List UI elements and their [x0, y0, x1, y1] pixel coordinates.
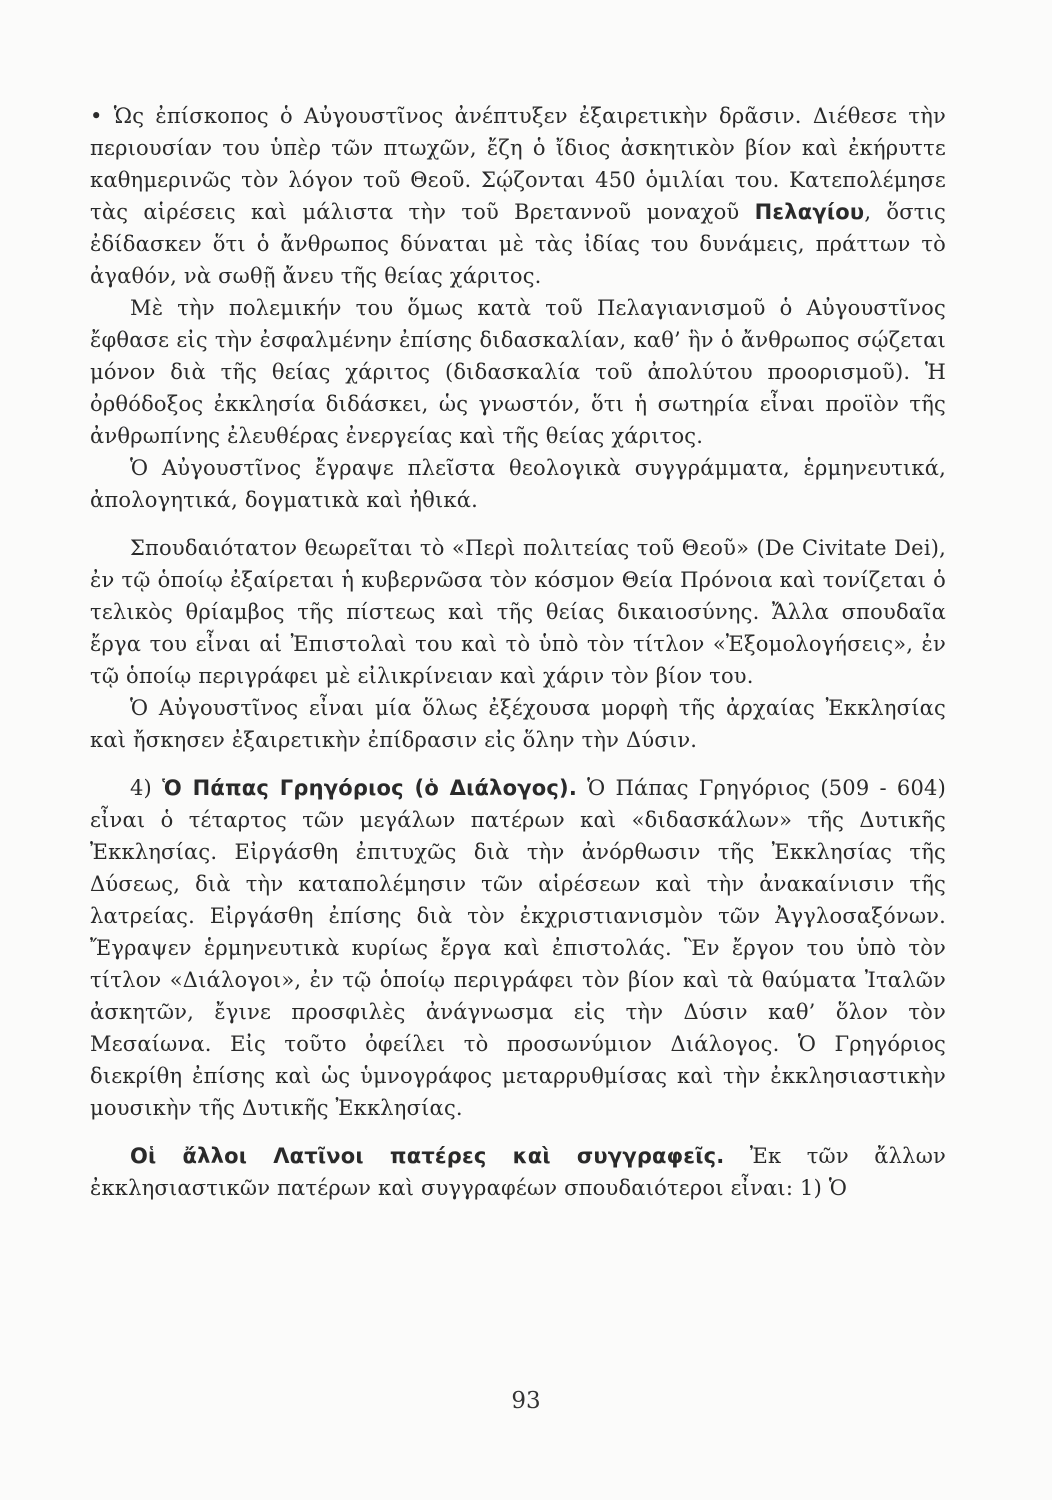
body-text	[90, 100, 946, 1204]
bold-term-pelagius: Πελαγίου	[754, 200, 865, 224]
paragraph-gregory: 4) Ὁ Πάπας Γρηγόριος (ὁ Διάλογος). Ὁ Πάπας Γρηγόριος (509 - 604) εἶναι ὁ τέταρτος τῶν μεγάλων πατέρων καὶ «διδασκάλων» τῆς Δυτικῆς Ἐκκλησίας. Εἰργάσθη ἐπιτυχῶς διὰ τὴν ἀνόρθωσιν τῆς Ἐκκλησίας τῆς Δύσεως, διὰ τὴν καταπολέμησιν τῶν αἱρέσεων καὶ τὴν ἀνακαίνισιν τῆς λατρείας. Εἰργάσθη ἐπίσης διὰ τὸν ἐκχριστιανισμὸν τῶν Ἀγγλοσαξόνων. Ἔγραψεν ἑρμηνευτικὰ κυρίως ἔργα καὶ ἐπιστολάς. Ἓν ἔργον του ὑπὸ τὸν τίτλον «Διάλογοι», ἐν τῷ ὁποίῳ περιγράφει τὸν βίον καὶ τὰ θαύματα Ἰταλῶν ἀσκητῶν, ἔγινε προσφιλὲς ἀνάγνωσμα εἰς τὴν Δύσιν καθ’ ὅλον τὸν Μεσαίωνα. Εἰς τοῦτο ὀφείλει τὸ προσωνύμιον Διάλογος. Ὁ Γρηγόριος διεκρίθη ἐπίσης καὶ ὡς ὑμνογράφος μεταρρυθμίσας καὶ τὴν ἐκκλησιαστικὴν μουσικὴν τῆς Δυτικῆς Ἐκκλησίας.	[90, 776, 946, 1120]
paragraph-writings: Ὁ Αὐγουστῖνος ἔγραψε πλεῖστα θεολογικὰ συγγράμματα, ἑρμηνευτικά, ἀπολογητικά, δογματικὰ καὶ ἠθικά.	[90, 456, 946, 512]
section-heading-other-fathers: Οἱ ἄλλοι Λατῖνοι πατέρες καὶ συγγραφεῖς.	[130, 1144, 725, 1168]
page-number: 93	[511, 1388, 541, 1414]
paragraph-civitate-dei: Σπουδαιότατον θεωρεῖται τὸ «Περὶ πολιτείας τοῦ Θεοῦ» (De Civitate Dei), ἐν τῷ ὁποίῳ ἐξαίρεται ἡ κυβερνῶσα τὸν κόσμον Θεία Πρόνοια καὶ τονίζεται ὁ τελικὸς θρίαμβος τῆς πίστεως καὶ τῆς θείας δικαιοσύνης. Ἄλλα σπουδαῖα ἔργα του εἶναι αἱ Ἐπιστολαὶ του καὶ τὸ ὑπὸ τὸν τίτλον «Ἐξομολογήσεις», ἐν τῷ ὁποίῳ περιγράφει μὲ εἰλικρίνειαν καὶ χάριν τὸν βίον του.	[90, 536, 946, 688]
section-heading-gregory: Ὁ Πάπας Γρηγόριος (ὁ Διάλογος).	[162, 776, 578, 800]
paragraph-augustine-bishop: • Ὡς ἐπίσκοπος ὁ Αὐγουστῖνος ἀνέπτυξεν ἐξαιρετικὴν δρᾶσιν. Διέθεσε τὴν περιουσίαν του ὑπὲρ τῶν πτωχῶν, ἔζη ὁ ἴδιος ἀσκητικὸν βίον καὶ ἐκήρυττε καθημερινῶς τὸν λόγον τοῦ Θεοῦ. Σῴζονται 450 ὁμιλίαι του. Κατεπολέμησε τὰς αἱρέσεις καὶ μάλιστα τὴν τοῦ Βρεταννοῦ μοναχοῦ Πελαγίου, ὅστις ἐδίδασκεν ὅτι ὁ ἄνθρωπος δύναται μὲ τὰς ἰδίας του δυνάμεις, πράττων τὸ ἀγαθόν, νὰ σωθῇ ἄνευ τῆς θείας χάριτος.	[90, 104, 947, 288]
paragraph-other-latin-fathers: Οἱ ἄλλοι Λατῖνοι πατέρες καὶ συγγραφεῖς. Ἐκ τῶν ἄλλων ἐκκλησιαστικῶν πατέρων καὶ συγγραφέων σπουδαιότεροι εἶναι: 1) Ὁ	[90, 1144, 946, 1200]
paragraph-augustine-influence: Ὁ Αὐγουστῖνος εἶναι μία ὅλως ἐξέχουσα μορφὴ τῆς ἀρχαίας Ἐκκλησίας καὶ ἤσκησεν ἐξαιρετικὴν ἐπίδρασιν εἰς ὅλην τὴν Δύσιν.	[90, 696, 946, 752]
paragraph-pelagianism: Μὲ τὴν πολεμικήν του ὅμως κατὰ τοῦ Πελαγιανισμοῦ ὁ Αὐγουστῖνος ἔφθασε εἰς τὴν ἐσφαλμένην ἐπίσης διδασκαλίαν, καθ’ ἣν ὁ ἄνθρωπος σῴζεται μόνον διὰ τῆς θείας χάριτος (διδασκαλία τοῦ ἀπολύτου προορισμοῦ). Ἡ ὀρθόδοξος ἐκκλησία διδάσκει, ὡς γνωστόν, ὅτι ἡ σωτηρία εἶναι προϊὸν τῆς ἀνθρωπίνης ἐλευθέρας ἐνεργείας καὶ τῆς θείας χάριτος.	[90, 296, 946, 448]
